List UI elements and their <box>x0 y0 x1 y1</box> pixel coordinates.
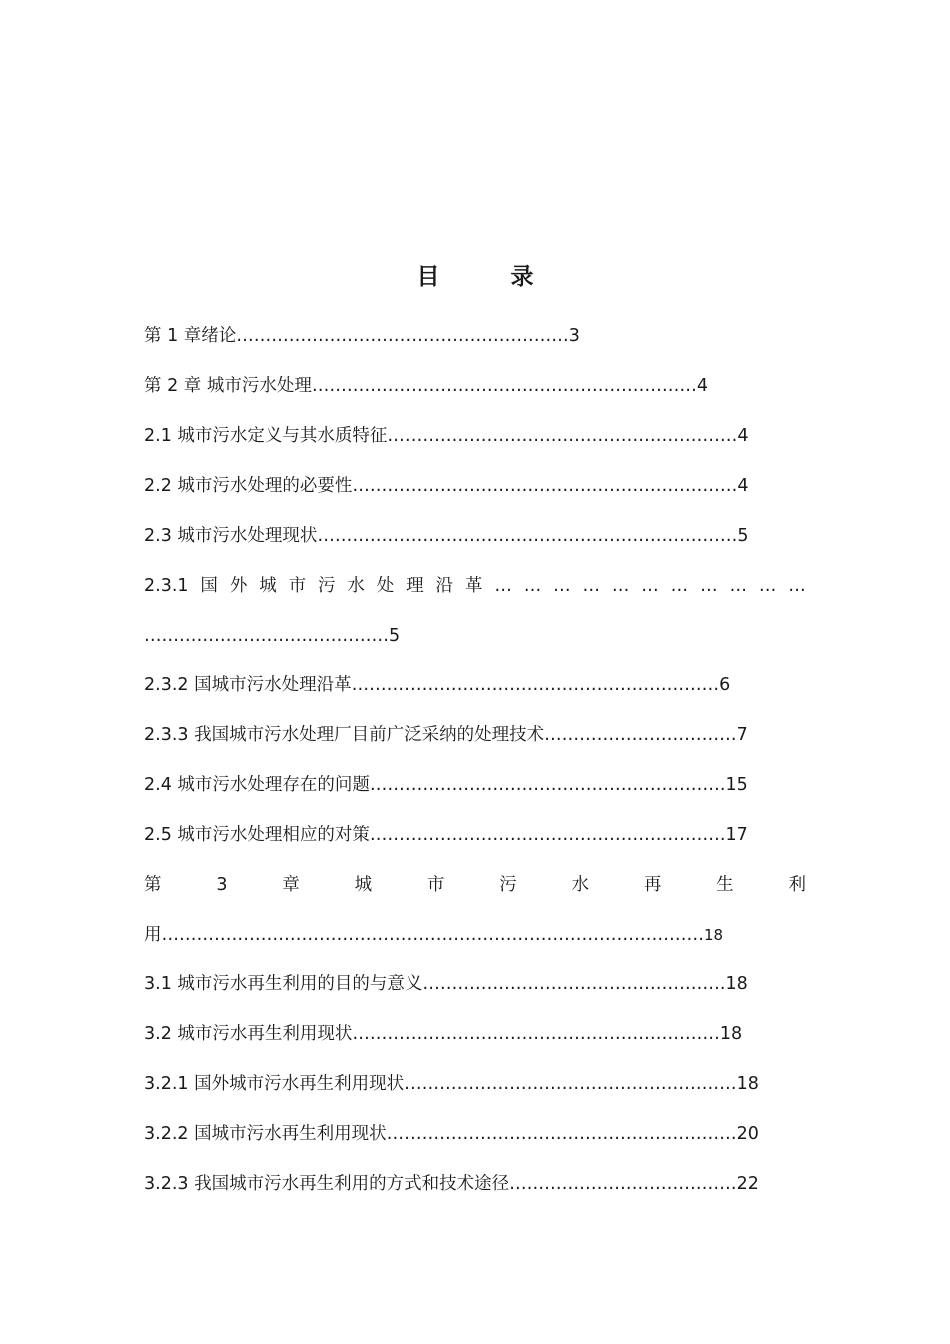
toc-token: 第 <box>144 875 162 895</box>
toc-token: … <box>758 576 777 596</box>
toc-token: 市 <box>288 576 307 596</box>
toc-token: … <box>729 576 747 596</box>
toc-token: … <box>670 576 689 596</box>
toc-token: … <box>641 576 659 596</box>
toc-token: 水 <box>571 875 590 895</box>
toc-token: 城 <box>354 875 373 895</box>
toc-token: 市 <box>426 875 445 895</box>
toc-token: 理 <box>406 576 424 596</box>
toc-token: 革 <box>464 576 483 596</box>
toc-token: 城 <box>259 576 277 596</box>
toc-token: … <box>494 576 512 596</box>
toc-token: 利 <box>788 875 806 895</box>
toc-token: … <box>582 576 600 596</box>
toc-entry: 3.2 城市污水再生利用现状………………………………………………………18 <box>144 1024 743 1044</box>
toc-title: 目 录 <box>416 264 558 290</box>
toc-token: … <box>611 576 630 596</box>
toc-entry: 2.3 城市污水处理现状………………………………………………………………5 <box>144 526 749 546</box>
toc-token: 2.3.1 <box>144 576 189 596</box>
toc-entry-2-3-1-line1 <box>144 574 806 598</box>
toc-entry: 2.2 城市污水处理的必要性…………………………………………………………4 <box>144 476 749 496</box>
toc-entry: 3.1 城市污水再生利用的目的与意义…………………………………………….18 <box>144 974 748 994</box>
toc-token: 污 <box>499 875 517 895</box>
toc-page-number: 18 <box>704 926 724 944</box>
toc-token: 污 <box>317 576 336 596</box>
toc-entry-2-3-1-line2: ……………………………………5 <box>144 626 401 646</box>
toc-entry: 2.3.2 国城市污水处理沿革………………………………………………………6 <box>144 675 731 695</box>
toc-token: … <box>788 576 806 596</box>
toc-token: 章 <box>282 875 300 895</box>
toc-entry: 2.4 城市污水处理存在的问题…………………………………………………….15 <box>144 775 748 795</box>
toc-token: … <box>700 576 718 596</box>
toc-token: 3 <box>216 875 228 895</box>
toc-token: 再 <box>643 875 662 895</box>
toc-token: 沿 <box>435 576 454 596</box>
toc-chapter-3-leader: 用………………………………………………………………………………… <box>144 925 704 945</box>
toc-token: … <box>553 576 571 596</box>
toc-token: … <box>523 576 542 596</box>
toc-entry: 3.2.1 国外城市污水再生利用现状…………………………………………………18 <box>144 1074 759 1094</box>
toc-entry: 2.5 城市污水处理相应的对策…………………………………………………….17 <box>144 825 748 845</box>
toc-chapter-3-line2 <box>144 923 723 947</box>
toc-entry: 第 1 章绪论…………………………………………………3 <box>144 326 580 346</box>
toc-entry: 3.2.2 国城市污水再生利用现状……………………………………………………20 <box>144 1124 759 1144</box>
toc-token: 生 <box>716 875 734 895</box>
toc-token: 水 <box>347 576 365 596</box>
toc-entry: 3.2.3 我国城市污水再生利用的方式和技术途径…………………………………22 <box>144 1174 759 1194</box>
toc-token: 处 <box>376 576 395 596</box>
toc-entry: 2.1 城市污水定义与其水质特征……………………………………………………4 <box>144 426 749 446</box>
toc-token: 外 <box>229 576 248 596</box>
toc-token: 国 <box>200 576 218 596</box>
toc-chapter-3-line1 <box>144 873 806 897</box>
toc-entry: 2.3.3 我国城市污水处理厂目前广泛采纳的处理技术……………………………7 <box>144 725 748 745</box>
toc-entry: 第 2 章 城市污水处理…………………………………………………………4 <box>144 376 708 396</box>
